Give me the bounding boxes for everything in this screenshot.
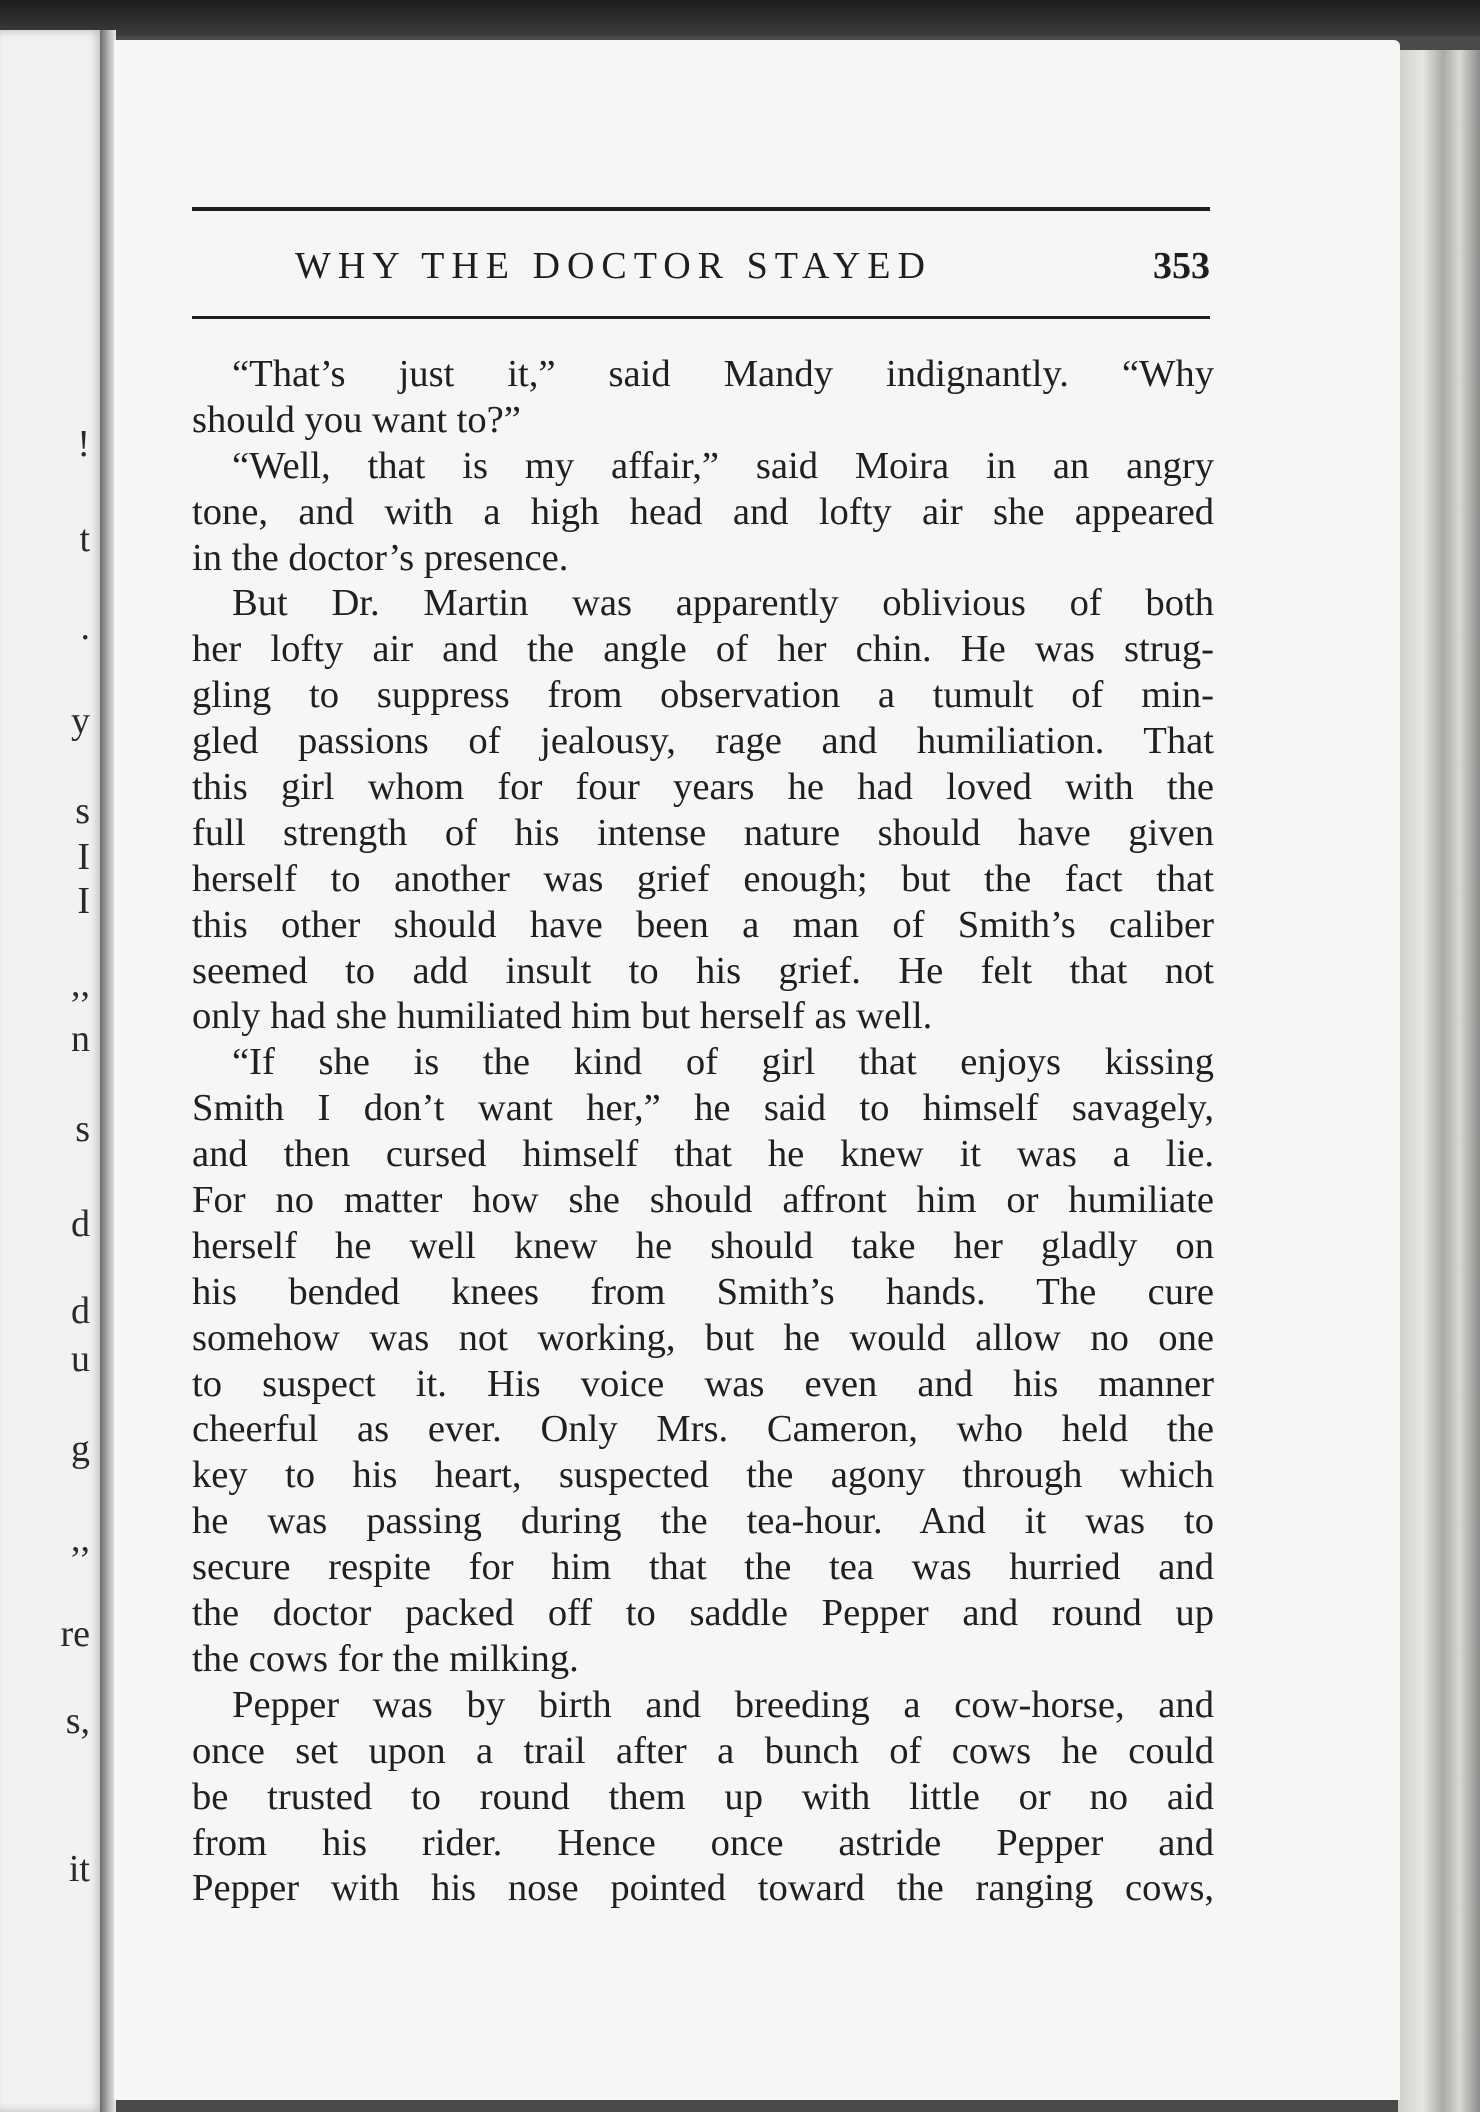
running-title: WHY THE DOCTOR STAYED [295,245,932,287]
text-line: “That’s just it,” said Mandy indignantly. “Why [232,353,1214,395]
left-fragment: re [60,1613,90,1655]
text-line: secure respite for him that the tea was hurried and [192,1546,1214,1589]
left-fragment: d [71,1290,90,1332]
text-line: seemed to add insult to his grief. He felt that not [192,949,1214,992]
text-line: herself to another was grief enough; but the fact that [192,857,1214,900]
left-fragment: it [68,1848,90,1890]
text-line: his bended knees from Smith’s hands. The cure [192,1270,1214,1313]
left-fragment: y [71,700,90,742]
text-line: “Well, that is my affair,” said Moira in an angry [232,444,1214,487]
text-line: he was passing during the tea-hour. And it was to [192,1500,1214,1543]
text-line: in the doctor’s presence. [192,536,569,579]
page-number: 353 [1153,245,1210,287]
text-line: Pepper with his nose pointed toward the ranging cows, [192,1867,1214,1910]
running-header [192,236,1210,296]
text-line: gling to suppress from observation a tumult of min- [192,674,1214,717]
text-line: the cows for the milking. [192,1637,579,1680]
left-fragment: s [75,790,90,832]
scan-top-shadow [0,0,1480,36]
body-text [192,352,1214,1912]
text-line: the doctor packed off to saddle Pepper and round up [192,1592,1214,1635]
left-fragment: g [71,1428,90,1470]
left-fragment: ,, [71,963,90,1005]
left-fragment: d [71,1203,90,1245]
left-fragment: I [77,880,90,922]
text-line: once set upon a trail after a bunch of cows he could [192,1729,1214,1772]
text-line: But Dr. Martin was apparently oblivious of both [232,582,1214,625]
left-fragment: s, [65,1700,90,1742]
text-line: “If she is the kind of girl that enjoys kissing [232,1041,1214,1084]
header-bottom-rule [192,316,1210,319]
text-line: Smith I don’t want her,” he said to himself savagely, [192,1087,1214,1130]
text-line: this other should have been a man of Smith’s caliber [192,903,1214,946]
left-fragment: . [80,606,90,648]
header-top-rule [192,207,1210,211]
text-line: Pepper was by birth and breeding a cow-horse, and [232,1683,1214,1726]
text-line: be trusted to round them up with little or no aid [192,1775,1214,1818]
text-line: only had she humiliated him but herself as well. [192,995,933,1038]
text-line: her lofty air and the angle of her chin. He was strug- [192,628,1214,671]
left-fragment: ! [77,423,90,465]
text-line: herself he well knew he should take her gladly on [192,1224,1214,1267]
facing-page-edge [0,30,104,2112]
text-line: from his rider. Hence once astride Pepper and [192,1821,1214,1864]
left-fragment: t [79,518,90,560]
text-line: For no matter how she should affront him or humiliate [192,1179,1214,1222]
text-line: gled passions of jealousy, rage and humiliation. That [192,720,1214,763]
text-line: key to his heart, suspected the agony through which [192,1454,1214,1497]
text-line: to suspect it. His voice was even and his manner [192,1362,1214,1405]
text-line: full strength of his intense nature should have given [192,811,1214,854]
text-line: and then cursed himself that he knew it was a lie. [192,1133,1214,1176]
text-line: should you want to?” [192,398,521,441]
text-line: cheerful as ever. Only Mrs. Cameron, who held the [192,1408,1214,1451]
text-line: this girl whom for four years he had loved with the [192,766,1214,809]
page-fore-edge [1398,50,1480,2112]
left-fragment: u [71,1338,90,1380]
left-fragment: n [71,1018,90,1060]
left-fragment: I [77,836,90,878]
text-line: somehow was not working, but he would allow no one [192,1316,1214,1359]
left-fragment: ,, [71,1518,90,1560]
text-line: tone, and with a high head and lofty air she appeared [192,490,1214,533]
left-fragment: s [75,1108,90,1150]
